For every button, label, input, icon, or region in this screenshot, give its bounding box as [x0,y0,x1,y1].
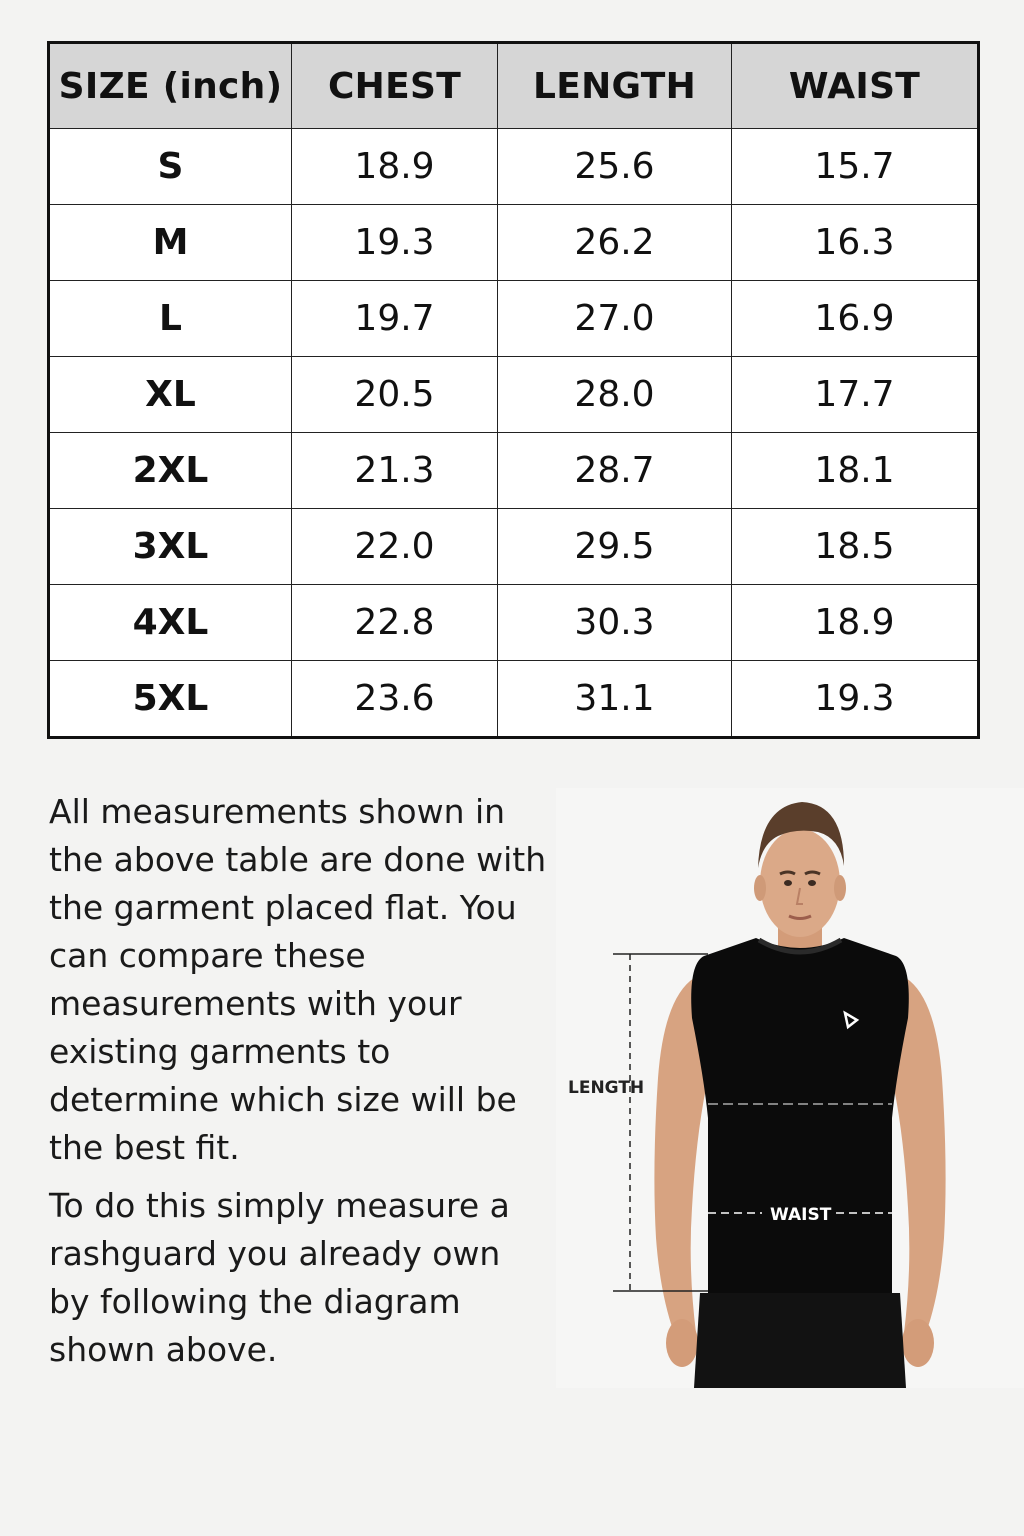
table-row [49,357,979,433]
chest-cell: 22.8 [292,585,498,661]
waist-cell: 16.9 [732,281,979,357]
header-chest: CHEST [292,43,498,129]
table-row [49,433,979,509]
waist-cell: 16.3 [732,205,979,281]
waist-cell: 18.5 [732,509,979,585]
measurement-instructions [49,788,549,1374]
size-cell: 2XL [49,433,292,509]
table-row [49,205,979,281]
size-cell: M [49,205,292,281]
instructions-paragraph-2: To do this simply measure a rashguard you already own by following the diagram shown above. [49,1186,510,1369]
size-cell: L [49,281,292,357]
length-cell: 28.0 [498,357,732,433]
length-cell: 27.0 [498,281,732,357]
chest-cell: 19.7 [292,281,498,357]
instructions-paragraph-1: All measurements shown in the above table are done with the garment placed flat. You can compare these measurements with your existing garments to determine which size will be the best fit. [49,792,547,1167]
chest-cell: 23.6 [292,661,498,738]
waist-cell: 15.7 [732,129,979,205]
model-shorts [694,1293,906,1388]
header-waist: WAIST [732,43,979,129]
size-cell: 5XL [49,661,292,738]
waist-cell: 18.9 [732,585,979,661]
model-figure [556,788,1024,1388]
chest-cell: 22.0 [292,509,498,585]
model-head [760,829,840,937]
chest-cell: 18.9 [292,129,498,205]
header-size: SIZE (inch) [49,43,292,129]
header-length: LENGTH [498,43,732,129]
size-cell: XL [49,357,292,433]
waist-cell: 19.3 [732,661,979,738]
size-cell: 4XL [49,585,292,661]
length-cell: 28.7 [498,433,732,509]
model-shirt [691,938,909,1298]
waist-cell: 17.7 [732,357,979,433]
table-row [49,129,979,205]
waist-label: WAIST [770,1205,832,1225]
table-row [49,661,979,738]
length-cell: 26.2 [498,205,732,281]
chest-cell: 20.5 [292,357,498,433]
length-label: LENGTH [568,1078,645,1098]
table-row [49,585,979,661]
size-chart-table [47,41,980,739]
length-cell: 25.6 [498,129,732,205]
table-row [49,509,979,585]
chest-cell: 21.3 [292,433,498,509]
measurement-diagram [556,788,1024,1388]
chest-cell: 19.3 [292,205,498,281]
size-cell: S [49,129,292,205]
length-cell: 29.5 [498,509,732,585]
table-row [49,281,979,357]
size-cell: 3XL [49,509,292,585]
waist-cell: 18.1 [732,433,979,509]
length-cell: 31.1 [498,661,732,738]
length-cell: 30.3 [498,585,732,661]
table-header-row [49,43,979,129]
